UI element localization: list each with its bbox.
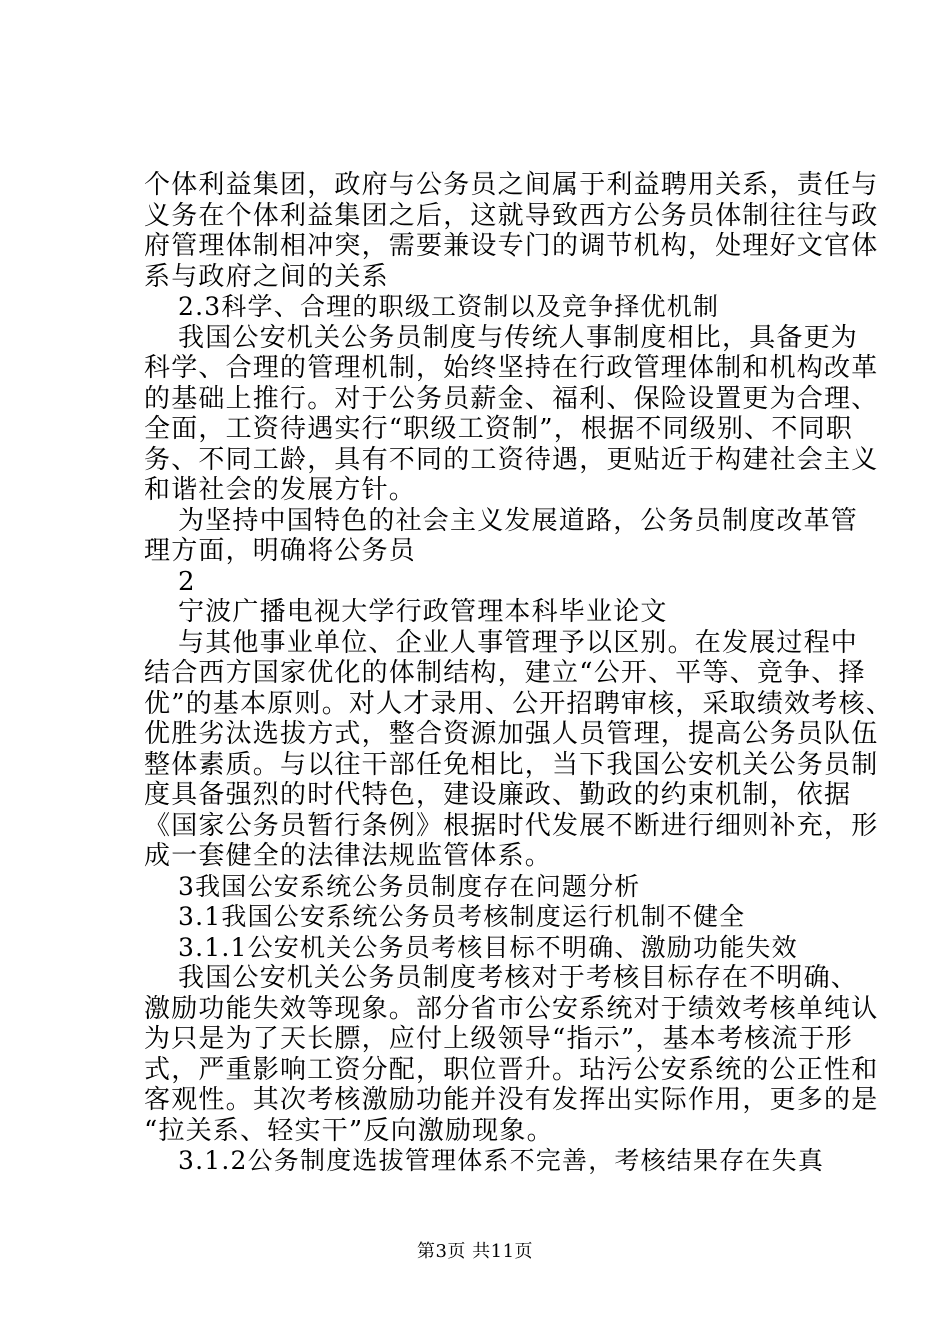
subsubsection-heading: 3.1.2公务制度选拔管理体系不完善，考核结果存在失真 bbox=[178, 1146, 825, 1175]
text-line: 务、不同工龄，具有不同的工资待遇，更贴近于构建社会主义 bbox=[144, 444, 879, 475]
subsection-heading: 3.1我国公安系统公务员考核制度运行机制不健全 bbox=[178, 902, 746, 931]
text-line: “拉关系、轻实干”反向激励现象。 bbox=[144, 1115, 554, 1146]
text-line: 义务在个体利益集团之后，这就导致西方公务员体制往往与政 bbox=[144, 200, 879, 231]
text-line: 理方面，明确将公务员 bbox=[144, 536, 417, 566]
text-line: 的基础上推行。对于公务员薪金、福利、保险设置更为合理、 bbox=[144, 383, 879, 414]
text-line: 激励功能失效等现象。部分省市公安系统对于绩效考核单纯认 bbox=[144, 993, 879, 1024]
text-line: 式，严重影响工资分配，职位晋升。玷污公安系统的公正性和 bbox=[144, 1054, 879, 1085]
text-line: 和谐社会的发展方针。 bbox=[144, 475, 417, 505]
text-line: 为只是为了天长膘，应付上级领导“指示”，基本考核流于形 bbox=[144, 1024, 853, 1054]
text-line: 结合西方国家优化的体制结构，建立“公开、平等、竞争、择 bbox=[144, 658, 866, 688]
text-line: 科学、合理的管理机制，始终坚持在行政管理体制和机构改革 bbox=[144, 353, 879, 383]
paragraph-start: 我国公安机关公务员制度考核对于考核目标存在不明确、 bbox=[178, 963, 859, 993]
text-line: 客观性。其次考核激励功能并没有发挥出实际作用，更多的是 bbox=[144, 1085, 879, 1115]
text-line: 全面，工资待遇实行“职级工资制”，根据不同级别、不同职 bbox=[144, 414, 853, 444]
running-header: 宁波广播电视大学行政管理本科毕业论文 bbox=[178, 597, 668, 627]
section-heading: 2.3科学、合理的职级工资制以及竞争择优机制 bbox=[178, 292, 720, 321]
subsubsection-heading: 3.1.1公安机关公务员考核目标不明确、激励功能失效 bbox=[178, 932, 798, 962]
paragraph-start: 我国公安机关公务员制度与传统人事制度相比，具备更为 bbox=[178, 322, 859, 353]
text-line: 系与政府之间的关系 bbox=[144, 261, 389, 292]
text-line: 优”的基本原则。对人才录用、公开招聘审核，采取绩效考核、 bbox=[144, 688, 893, 719]
paragraph-start: 与其他事业单位、企业人事管理予以区别。在发展过程中 bbox=[178, 627, 859, 658]
text-line: 优胜劣汰选拔方式，整合资源加强人员管理，提高公务员队伍 bbox=[144, 719, 879, 749]
text-line: 整体素质。与以往干部任免相比，当下我国公安机关公务员制 bbox=[144, 749, 879, 780]
section-heading: 3我国公安系统公务员制度存在问题分析 bbox=[178, 871, 641, 901]
text-line: 府管理体制相冲突，需要兼设专门的调节机构，处理好文官体 bbox=[144, 231, 879, 261]
inline-page-number: 2 bbox=[178, 566, 196, 597]
document-body bbox=[144, 170, 893, 1177]
paragraph-start: 为坚持中国特色的社会主义发展道路，公务员制度改革管 bbox=[178, 505, 859, 536]
page-footer: 第3页 共11页 bbox=[416, 1241, 534, 1262]
text-line: 度具备强烈的时代特色，建设廉政、勤政的约束机制，依据 bbox=[144, 780, 852, 810]
text-line: 《国家公务员暂行条例》根据时代发展不断进行细则补充，形 bbox=[144, 810, 879, 841]
text-line: 成一套健全的法律法规监管体系。 bbox=[144, 841, 553, 871]
text-line: 个体利益集团，政府与公务员之间属于利益聘用关系，责任与 bbox=[144, 170, 879, 200]
